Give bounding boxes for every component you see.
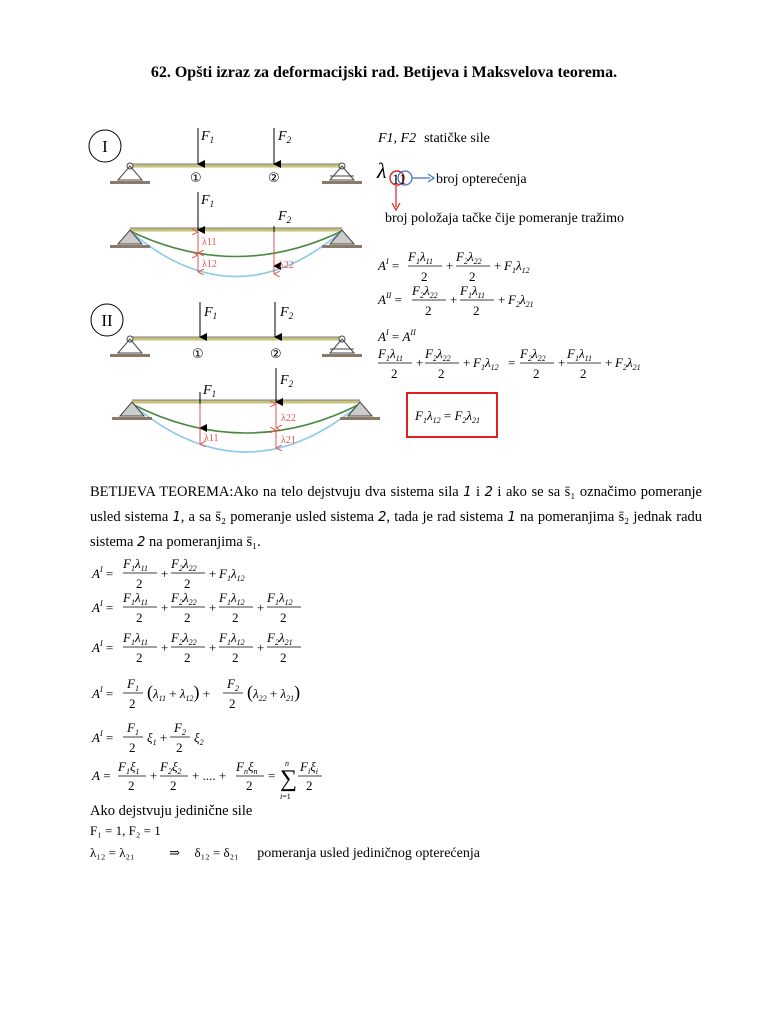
svg-text:2: 2	[136, 650, 143, 665]
svg-text:AI =: $A^I$ =	[92, 599, 114, 615]
svg-text:+: +	[446, 258, 454, 273]
unit-loads-note: pomeranja usled jediničnog opterećenja	[257, 846, 480, 861]
eq-row-5	[91, 720, 204, 755]
svg-text:F1λ12: $F_1\lambda_{12}$	[473, 355, 499, 372]
point-2-case2-label: ②	[270, 347, 282, 362]
svg-text:F2λ22: $F_2\lambda_{22}$	[171, 630, 197, 647]
legend-lambda-symbol: λ	[377, 158, 387, 183]
svg-text:F1λ11: $F_1\lambda_{11}$	[408, 249, 433, 266]
svg-text:2: 2	[184, 610, 191, 625]
eq-row-4	[91, 676, 300, 711]
force-f2-case2-label: $F_2$	[280, 305, 294, 321]
point-1-label: ①	[190, 171, 202, 186]
svg-text:F2λ22: $F_2\lambda_{22}$	[412, 283, 438, 300]
svg-text:2: 2	[533, 366, 540, 381]
svg-text:+: +	[416, 355, 424, 370]
eq-row-2	[91, 590, 301, 625]
svg-text:+: +	[161, 640, 169, 655]
svg-text:AI =: $A^I$ =	[378, 257, 400, 273]
svg-text:F1λ11: $F_1\lambda_{11}$	[378, 346, 403, 363]
implies-arrow: ⇒	[169, 845, 180, 860]
svg-text:F2λ22: $F_2\lambda_{22}$	[456, 249, 482, 266]
point-1-case2-label: ①	[192, 347, 204, 362]
svg-text:F1λ12: $F_1\lambda_{12}$	[504, 258, 530, 275]
page-title: 62. Opšti izraz za deformacijski rad. Betijeva i Maksvelova teorema.	[150, 64, 618, 81]
legend-load-number: broj opterećenja	[436, 172, 527, 187]
svg-text:AI =: $A^I$ =	[92, 639, 114, 655]
force-f1-case2-label: $F_1$	[204, 305, 218, 321]
force-f2-deflected-label: $F_2$	[278, 209, 292, 225]
unit-loads-result	[90, 845, 480, 862]
svg-text:2: 2	[170, 778, 177, 793]
svg-text:F1λ12: $F_1\lambda_{12}$	[219, 630, 245, 647]
svg-text:2: 2	[580, 366, 587, 381]
svg-text:+: +	[161, 600, 169, 615]
svg-text:+: +	[257, 600, 265, 615]
svg-text:F2: $F_2$	[227, 676, 239, 693]
theorem-paragraph: BETIJEVA TEOREMA:Ako na telo dejstvuju dva sistema sila 1 i 2 i ako se sa s̄₁ označimo pomeranje usled sistema 1, a sa s̄₂ pomeranje usled sistema 2, tada je rad sistema 1 na pomeranjima s̄₂ jednak radu sistema 2 na pomeranjima s̄₁.	[90, 484, 703, 550]
svg-text:2: 2	[176, 740, 183, 755]
svg-text:F1: $F_1$	[127, 676, 139, 693]
svg-text:2: 2	[229, 696, 236, 711]
eq-result: $F_1\lambda_{12} = F_2\lambda_{21}$	[415, 408, 481, 425]
svg-text:2: 2	[129, 696, 136, 711]
unit-loads-values: F₁ = 1, F₂ = 1	[90, 823, 161, 838]
theorem-heading: BETIJEVA TEOREMA:	[90, 484, 234, 500]
svg-text:2: 2	[438, 366, 445, 381]
svg-text:F1λ11: $F_1\lambda_{11}$	[123, 630, 148, 647]
svg-text:F1λ12: $F_1\lambda_{12}$	[219, 590, 245, 607]
lambda11-label-1: λ11	[202, 237, 217, 248]
svg-text:=: =	[268, 768, 276, 783]
svg-text:2: 2	[280, 610, 287, 625]
eq-row-3	[91, 630, 301, 665]
svg-text:AII =: $A^{II}$ =	[378, 291, 402, 307]
svg-text:F1λ11: $F_1\lambda_{11}$	[460, 283, 485, 300]
svg-text:+: +	[498, 292, 506, 307]
svg-text:∑: ∑	[280, 766, 298, 792]
svg-text:n: n	[285, 759, 289, 768]
svg-text:+: +	[463, 355, 471, 370]
lambda12-label: λ12	[202, 259, 217, 270]
svg-text:2: 2	[184, 650, 191, 665]
force-f1-label: $F_1$	[201, 129, 215, 145]
svg-text:2: 2	[421, 269, 428, 284]
svg-text:F1λ12: $F_1\lambda_{12}$	[219, 566, 245, 583]
svg-text:F1λ11: $F_1\lambda_{11}$	[123, 556, 148, 573]
svg-text:AI =: $A^I$ =	[92, 685, 114, 701]
legend-lambda-index: 11	[392, 172, 407, 188]
s2-symbol: s̄₂	[215, 509, 227, 525]
svg-text:Fnξn: $F_n\xi_n$	[236, 759, 258, 776]
svg-text:F2: $F_2$	[174, 720, 186, 737]
svg-text:ξ1 +: $\xi_1$ +	[147, 730, 168, 747]
svg-text:+: +	[150, 768, 158, 783]
svg-text:+: +	[494, 258, 502, 273]
svg-text:+: +	[209, 600, 217, 615]
case-2-label: II	[101, 311, 113, 330]
svg-text:+: +	[558, 355, 566, 370]
svg-text:F1ξ1: $F_1\xi_1$	[118, 759, 140, 776]
svg-text:2: 2	[473, 303, 480, 318]
legend-position-number: broj položaja tačke čije pomeranje tražimo	[385, 211, 625, 226]
force-f2-label: $F_2$	[278, 129, 292, 145]
svg-text:AI =: $A^I$ =	[92, 729, 114, 745]
svg-text:F2λ22: $F_2\lambda_{22}$	[520, 346, 546, 363]
svg-text:F2ξ2: $F_2\xi_2$	[160, 759, 182, 776]
svg-text:A =: A =	[92, 768, 111, 783]
svg-text:2: 2	[391, 366, 398, 381]
svg-text:F2λ22: $F_2\lambda_{22}$	[425, 346, 451, 363]
svg-text:F1λ12: $F_1\lambda_{12}$	[267, 590, 293, 607]
svg-text:2: 2	[136, 576, 143, 591]
lambda11-label-2: λ11	[204, 433, 219, 444]
svg-text:F2λ22: $F_2\lambda_{22}$	[171, 556, 197, 573]
lambda22-label-2: λ22	[281, 413, 296, 424]
svg-text:(λ22 + λ21): $(\lambda_{22} + \lambda_{21})$	[247, 682, 301, 703]
lambda21-label: λ21	[281, 435, 296, 446]
svg-text:+: +	[605, 355, 613, 370]
svg-text:F2λ21: $F_2\lambda_{21}$	[267, 630, 293, 647]
unit-loads-intro: Ako dejstvuju jedinične sile	[90, 803, 253, 819]
eq-A-equal: $A^I = A^{II}$	[378, 328, 416, 344]
eq-row-6	[91, 759, 322, 801]
svg-text:Fiξi: $F_i\xi_i$	[300, 759, 318, 776]
force-f1-deflected-label: $F_1$	[201, 193, 215, 209]
svg-text:2: 2	[136, 610, 143, 625]
force-f2-case2-deflected-label: $F_2$	[280, 373, 294, 389]
svg-text:+: +	[450, 292, 458, 307]
point-2-label: ②	[268, 171, 280, 186]
svg-text:2: 2	[469, 269, 476, 284]
svg-text:+: +	[161, 566, 169, 581]
delta-equality: δ₁₂ = δ₂₁	[194, 845, 239, 860]
lambda-equality: λ₁₂ = λ₂₁	[90, 845, 135, 860]
legend-forces: F1, F2 statičke sile	[378, 131, 490, 146]
svg-text:2: 2	[232, 610, 239, 625]
svg-text:2: 2	[280, 650, 287, 665]
svg-text:+: +	[209, 640, 217, 655]
svg-text:(λ11 + λ12) +: $(\lambda_{11} + \lambda_{12})$ +	[147, 682, 211, 703]
svg-text:2: 2	[306, 778, 313, 793]
svg-text:F1: $F_1$	[127, 720, 139, 737]
eq-row-1	[91, 556, 245, 591]
svg-text:+ .... +: + .... +	[192, 768, 227, 783]
svg-text:=: =	[508, 355, 516, 370]
svg-text:i=1: i=1	[280, 792, 291, 801]
svg-text:ξ2: $\xi_2$	[194, 730, 204, 747]
svg-text:2: 2	[246, 778, 253, 793]
svg-text:+: +	[209, 566, 217, 581]
svg-text:AI =: $A^I$ =	[92, 565, 114, 581]
svg-text:F2λ21: $F_2\lambda_{21}$	[508, 292, 534, 309]
svg-text:F1λ11: $F_1\lambda_{11}$	[567, 346, 592, 363]
svg-text:F2λ21: $F_2\lambda_{21}$	[615, 355, 641, 372]
svg-text:+: +	[257, 640, 265, 655]
svg-text:2: 2	[129, 740, 136, 755]
s1-symbol: s̄₁	[564, 484, 576, 500]
svg-text:F2λ22: $F_2\lambda_{22}$	[171, 590, 197, 607]
svg-text:2: 2	[425, 303, 432, 318]
case-1-label: I	[102, 137, 108, 156]
svg-text:2: 2	[128, 778, 135, 793]
force-f1-case2-deflected-label: $F_1$	[203, 383, 217, 399]
svg-text:F1λ11: $F_1\lambda_{11}$	[123, 590, 148, 607]
lambda22-label-1: λ22	[279, 260, 294, 271]
svg-text:2: 2	[184, 576, 191, 591]
svg-text:2: 2	[232, 650, 239, 665]
